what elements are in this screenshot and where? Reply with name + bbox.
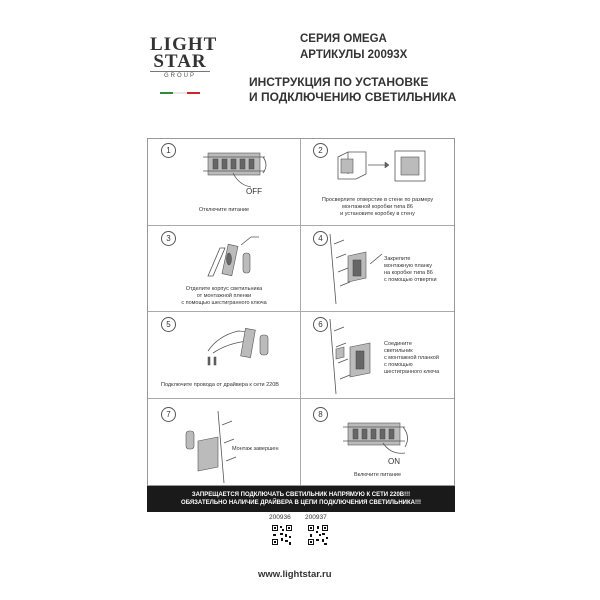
step-5-caption: Подключите провода от драйвера к сети 220В	[161, 382, 279, 388]
step-2-caption: Просверлите отверстие в стене по размеру монтажной коробки типа 86 и установите коробку в стену	[321, 197, 434, 217]
italian-flag-stripe	[160, 92, 200, 94]
mounting-plate-illustration	[328, 234, 388, 304]
step-6-caption: Соедините светильник с монтажной планкой с помощью шестигранного ключа	[384, 341, 440, 375]
step-number-1: 1	[161, 143, 176, 158]
title-line2: И ПОДКЛЮЧЕНИЮ СВЕТИЛЬНИКА	[249, 90, 457, 104]
detach-housing-illustration	[203, 231, 273, 281]
step-number-2: 2	[313, 143, 328, 158]
articles-label: АРТИКУЛЫ 20093X	[300, 49, 408, 61]
attach-fixture-illustration	[328, 319, 388, 394]
title-line1: ИНСТРУКЦИЯ ПО УСТАНОВКЕ	[249, 75, 429, 89]
mounting-box-illustration	[333, 147, 433, 192]
step-number-6: 6	[313, 317, 328, 332]
warning-banner	[147, 486, 455, 512]
steps-grid	[147, 138, 455, 486]
step-4-caption: Закрепите монтажную планку на коробке типа 86 с помощью отвертки	[384, 256, 437, 283]
article-code-200936: 200936	[269, 514, 291, 521]
qr-code-icon[interactable]	[307, 524, 329, 546]
instruction-title	[249, 75, 456, 105]
warning-line2: ОБЯЗАТЕЛЬНО НАЛИЧИЕ ДРАЙВЕРА В ЦЕПИ ПОДКЛЮЧЕНИЯ СВЕТИЛЬНИКА!!!	[181, 500, 421, 506]
step-number-4: 4	[313, 231, 328, 246]
breaker-off-illustration	[203, 147, 273, 195]
warning-line1: ЗАПРЕЩАЕТСЯ ПОДКЛЮЧАТЬ СВЕТИЛЬНИК НАПРЯМУЮ К СЕТИ 220В!!!	[191, 492, 411, 498]
series-label: СЕРИЯ OMEGA	[300, 33, 387, 45]
step-number-8: 8	[313, 407, 328, 422]
installed-fixture-illustration	[178, 411, 238, 483]
website-link[interactable]: www.lightstar.ru	[258, 569, 332, 580]
step-7-caption: Монтаж завершен	[232, 446, 279, 452]
step-8-caption: Включите питание	[353, 472, 402, 478]
step-number-3: 3	[161, 231, 176, 246]
breaker-on-illustration	[343, 417, 423, 465]
wiring-illustration	[188, 321, 278, 371]
step-number-5: 5	[161, 317, 176, 332]
lightstar-logo	[150, 34, 218, 79]
step-1-caption: Отключите питание	[198, 207, 250, 213]
on-label: ON	[388, 457, 400, 466]
logo-line1: LIGHT	[150, 34, 218, 55]
step-number-7: 7	[161, 407, 176, 422]
logo-line3: GROUP	[150, 71, 210, 79]
logo-line2: STAR	[153, 51, 207, 72]
article-code-200937: 200937	[305, 514, 327, 521]
qr-code-icon[interactable]	[271, 524, 293, 546]
step-3-caption: Отделите корпус светильника от монтажной пленки с помощью шестигранного ключа	[181, 286, 267, 306]
off-label: OFF	[246, 187, 262, 196]
